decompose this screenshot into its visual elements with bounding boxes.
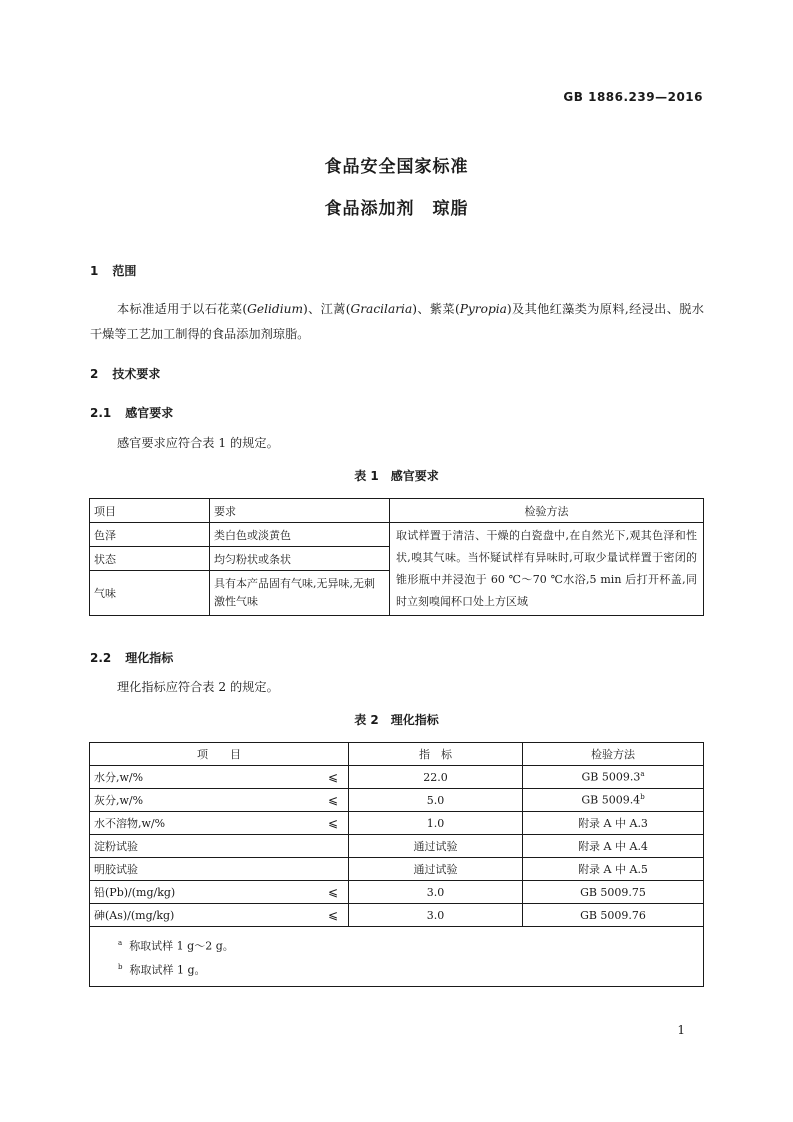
table-header: 检验方法 <box>390 499 704 523</box>
section-number: 2 <box>90 367 99 381</box>
table-2-caption: 表 2 理化指标 <box>354 713 439 727</box>
document-title: 食品安全国家标准 <box>324 157 469 177</box>
table-cell-method: 附录 A 中 A.5 <box>523 858 704 881</box>
section-2-2-heading <box>90 649 173 666</box>
page-number: 1 <box>677 1023 685 1037</box>
sensory-requirements-table <box>89 498 704 616</box>
table-cell-item: 砷(As)/(mg/kg) ⩽ <box>90 904 349 927</box>
table-row <box>90 835 704 858</box>
table-cell-requirement: 均匀粉状或条状 <box>210 547 390 571</box>
table-row <box>90 789 704 812</box>
section-2-1-text: 感官要求应符合表 1 的规定。 <box>117 436 279 450</box>
table-header: 要求 <box>210 499 390 523</box>
document-subtitle: 食品添加剂 琼脂 <box>324 199 469 219</box>
table-cell-requirement: 具有本产品固有气味,无异味,无刺激性气味 <box>210 571 390 616</box>
footnote-mark: a <box>640 770 645 779</box>
section-title: 技术要求 <box>112 367 161 381</box>
table-cell-value: 3.0 <box>349 881 523 904</box>
section-1-text: 本标准适用于以石花菜(Gelidium)、江蓠(Gracilaria)、紫菜(Pyropia)及其他红藻类为原料,经浸出、脱水干燥等工艺加工制得的食品添加剂琼脂。 <box>90 302 704 341</box>
table-header-row <box>90 499 704 523</box>
less-equal-symbol: ⩽ <box>327 885 338 899</box>
section-number: 2.1 <box>90 406 112 420</box>
table-cell-item: 气味 <box>90 571 210 616</box>
table-header: 项 目 <box>90 743 349 766</box>
physicochemical-indices-table <box>89 742 704 987</box>
table-cell-item: 明胶试验 <box>90 858 349 881</box>
table-row <box>90 766 704 789</box>
table-row <box>90 858 704 881</box>
table-cell-item: 淀粉试验 <box>90 835 349 858</box>
table-row <box>90 904 704 927</box>
table-cell-method: 附录 A 中 A.4 <box>523 835 704 858</box>
table-row <box>90 812 704 835</box>
less-equal-symbol: ⩽ <box>327 816 338 830</box>
table-cell-method: 取试样置于清洁、干燥的白瓷盘中,在自然光下,观其色泽和性状,嗅其气味。当怀疑试样有异味时,可取少量试样置于密闭的锥形瓶中并浸泡于 60 ℃～70 ℃水浴,5 min 后打开杯盖,同时立刻嗅闻杯口处上方区域 <box>390 523 704 616</box>
less-equal-symbol: ⩽ <box>327 793 338 807</box>
table-cell-method: GB 5009.4$^b$ <box>523 789 704 812</box>
table-cell-item: 铅(Pb)/(mg/kg) ⩽ <box>90 881 349 904</box>
table-cell-method: GB 5009.75 <box>523 881 704 904</box>
table-cell-value: 3.0 <box>349 904 523 927</box>
table-cell-method: GB 5009.3$^a$ <box>523 766 704 789</box>
table-cell-value: 22.0 <box>349 766 523 789</box>
footnote: $^a$ 称取试样 1 g～2 g。 <box>118 939 234 953</box>
section-number: 1 <box>90 264 99 278</box>
table-header-row <box>90 743 704 766</box>
table-row <box>90 881 704 904</box>
section-2-1-heading <box>90 404 173 421</box>
table-cell-method: 附录 A 中 A.3 <box>523 812 704 835</box>
table-cell-value: 通过试验 <box>349 858 523 881</box>
table-footnotes <box>90 927 704 987</box>
table-header: 项目 <box>90 499 210 523</box>
table-footnotes-row <box>90 927 704 987</box>
section-title: 理化指标 <box>125 651 174 665</box>
section-2-2-text: 理化指标应符合表 2 的规定。 <box>117 680 279 694</box>
table-cell-item: 状态 <box>90 547 210 571</box>
table-cell-item: 水不溶物,w/% ⩽ <box>90 812 349 835</box>
section-2-heading <box>90 365 160 382</box>
less-equal-symbol: ⩽ <box>327 770 338 784</box>
footnote: $^b$ 称取试样 1 g。 <box>118 962 206 977</box>
section-1-heading <box>90 262 136 279</box>
section-number: 2.2 <box>90 651 112 665</box>
section-title: 范围 <box>112 264 137 278</box>
table-cell-value: 5.0 <box>349 789 523 812</box>
table-cell-item: 灰分,w/% ⩽ <box>90 789 349 812</box>
table-1-caption: 表 1 感官要求 <box>354 469 439 483</box>
table-cell-value: 通过试验 <box>349 835 523 858</box>
table-row <box>90 523 704 547</box>
section-title: 感官要求 <box>125 406 174 420</box>
table-cell-item: 水分,w/% ⩽ <box>90 766 349 789</box>
table-cell-item: 色泽 <box>90 523 210 547</box>
standard-code: GB 1886.239—2016 <box>563 90 703 104</box>
less-equal-symbol: ⩽ <box>327 908 338 922</box>
table-cell-requirement: 类白色或淡黄色 <box>210 523 390 547</box>
table-cell-method: GB 5009.76 <box>523 904 704 927</box>
table-cell-value: 1.0 <box>349 812 523 835</box>
table-header: 检验方法 <box>523 743 704 766</box>
table-header: 指 标 <box>349 743 523 766</box>
footnote-mark: b <box>640 793 645 802</box>
